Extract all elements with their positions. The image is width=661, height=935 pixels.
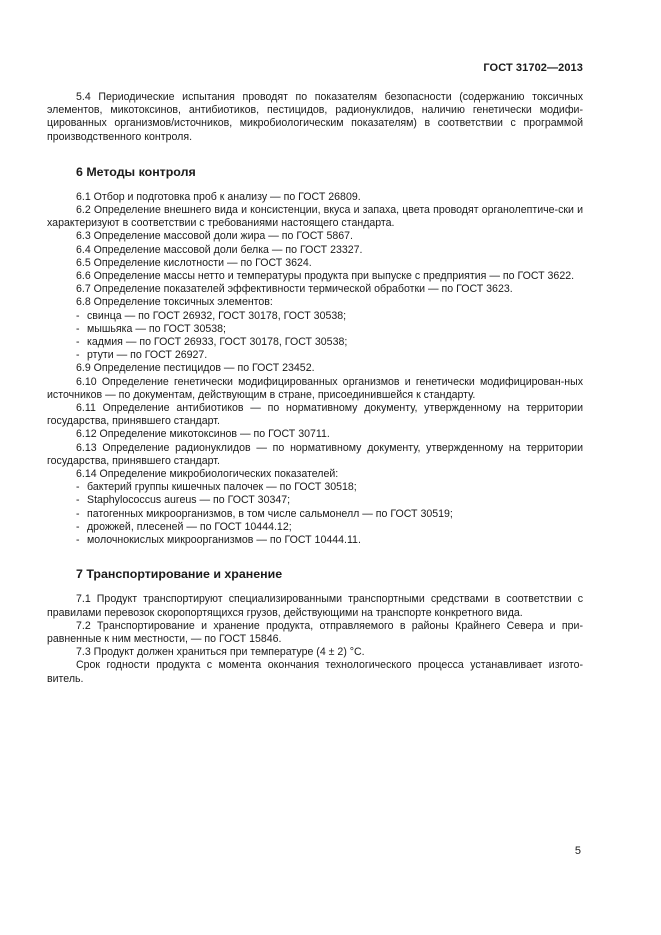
- microbiological-list: [47, 481, 583, 547]
- list-item: - ртути — по ГОСТ 26927.: [76, 349, 208, 362]
- paragraph-6-8: 6.8 Определение токсичных элементов:: [76, 296, 273, 309]
- list-dash: -: [76, 520, 80, 533]
- paragraph-7-2: 7.2 Транспортирование и хранение продукта, отправляемого в районы Крайнего Севера и при-равненные к ним местности, — по ГОСТ 15846.: [47, 619, 583, 645]
- paragraph-6-3: 6.3 Определение массовой доли жира — по ГОСТ 5867.: [76, 230, 353, 243]
- list-dash: -: [76, 494, 80, 507]
- document-code: ГОСТ 31702—2013: [483, 62, 583, 74]
- paragraph-6-13: 6.13 Определение радионуклидов — по нормативному документу, утвержденному на территории государства, принявшего стандарт.: [47, 441, 583, 467]
- paragraph-shelf-life: Срок годности продукта с момента окончания технологического процесса устанавливает изгото-витель.: [47, 659, 583, 685]
- toxic-elements-list: [47, 310, 583, 363]
- list-item: - бактерий группы кишечных палочек — по ГОСТ 30518;: [76, 481, 357, 494]
- page-number: 5: [574, 845, 581, 857]
- list-item: - патогенных микроорганизмов, в том числе сальмонелл — по ГОСТ 30519;: [76, 507, 453, 520]
- paragraph-7-1: 7.1 Продукт транспортируют специализированными транспортными средствами в соответствии с правилами перевозок скоропортящихся грузов, действующими на транспорте конкретного вида.: [47, 593, 583, 619]
- page-content: [47, 91, 583, 686]
- paragraph-6-6: 6.6 Определение массы нетто и температуры продукта при выпуске с предприятия — по ГОСТ 3622.: [76, 270, 575, 283]
- list-item: - Staphylococcus aureus — по ГОСТ 30347;: [76, 494, 291, 507]
- paragraph-6-1: 6.1 Отбор и подготовка проб к анализу — по ГОСТ 26809.: [76, 190, 361, 203]
- paragraph-6-12: 6.12 Определение микотоксинов — по ГОСТ 30711.: [76, 428, 330, 441]
- paragraph-6-14: 6.14 Определение микробиологических показателей:: [76, 468, 339, 481]
- paragraph-6-2: 6.2 Определение внешнего вида и консистенции, вкуса и запаха, цвета проводят органолептиче-ски и характеризуют в соответствии с требованиями настоящего стандарта.: [47, 204, 583, 230]
- list-dash: -: [76, 349, 80, 362]
- list-dash: -: [76, 507, 80, 520]
- list-dash: -: [76, 322, 80, 335]
- list-item: - молочнокислых микроорганизмов — по ГОСТ 10444.11.: [76, 534, 361, 547]
- section-6-heading: 6 Методы контроля: [76, 164, 196, 179]
- list-dash: -: [76, 481, 80, 494]
- paragraph-5-4: 5.4 Периодические испытания проводят по показателям безопасности (содержанию токсичных элементов, микотоксинов, антибиотиков, пестицидов, радионуклидов, наличию генетически модифи-цированных организмов/источников, микробиологическим показателям) в соответствии с программой производственного контроля.: [47, 91, 583, 143]
- list-item: - мышьяка — по ГОСТ 30538;: [76, 322, 226, 335]
- paragraph-7-3: 7.3 Продукт должен храниться при температуре (4 ± 2) °С.: [76, 646, 365, 659]
- list-item: - кадмия — по ГОСТ 26933, ГОСТ 30178, ГОСТ 30538;: [76, 336, 348, 349]
- list-dash: -: [76, 309, 80, 322]
- paragraph-6-11: 6.11 Определение антибиотиков — по нормативному документу, утвержденному на территории государства, принявшего стандарт.: [47, 402, 583, 428]
- list-dash: -: [76, 336, 80, 349]
- list-dash: -: [76, 534, 80, 547]
- paragraph-6-5: 6.5 Определение кислотности — по ГОСТ 3624.: [76, 256, 312, 269]
- paragraph-6-7: 6.7 Определение показателей эффективности термической обработки — по ГОСТ 3623.: [76, 283, 513, 296]
- paragraph-6-10: 6.10 Определение генетически модифицированных организмов и генетически модифицирован-ных источников — по документам, действующим в стране, присоединившейся к стандарту.: [47, 375, 583, 401]
- list-item: - свинца — по ГОСТ 26932, ГОСТ 30178, ГОСТ 30538;: [76, 309, 347, 322]
- list-item: - дрожжей, плесеней — по ГОСТ 10444.12;: [76, 520, 292, 533]
- paragraph-6-4: 6.4 Определение массовой доли белка — по ГОСТ 23327.: [76, 243, 363, 256]
- paragraph-6-9: 6.9 Определение пестицидов — по ГОСТ 23452.: [76, 362, 315, 375]
- section-7-heading: 7 Транспортирование и хранение: [76, 567, 283, 582]
